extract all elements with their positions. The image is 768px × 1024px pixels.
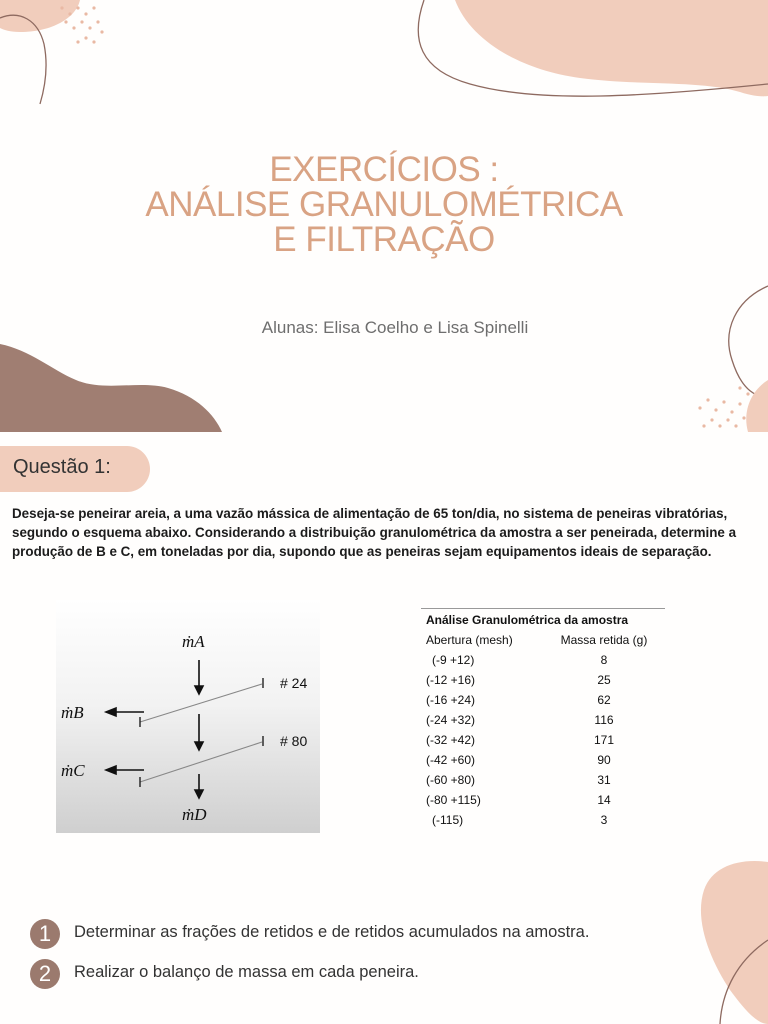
table-column-mesh xyxy=(426,630,536,830)
table-cell: (-9 +12) xyxy=(432,653,475,667)
title-line-3: E FILTRAÇÃO xyxy=(273,220,495,259)
table-cell: 8 xyxy=(600,653,608,667)
task-item: Determinar as frações de retidos e de retidos acumulados na amostra. xyxy=(74,923,590,941)
sieve-80-label: # 80 xyxy=(280,733,308,749)
title-line-1: EXERCÍCIOS : xyxy=(269,150,499,189)
sieve-diagram xyxy=(56,600,320,833)
table-header-mass: Massa retida (g) xyxy=(560,633,648,647)
table-cell: 31 xyxy=(597,773,611,787)
table-cell: 171 xyxy=(593,733,615,747)
stream-c-label: ṁC xyxy=(61,761,85,780)
stream-b-label: ṁB xyxy=(61,703,84,722)
table-cell: (-16 +24) xyxy=(426,693,476,707)
stream-d-label: ṁD xyxy=(182,805,207,824)
authors: Alunas: Elisa Coelho e Lisa Spinelli xyxy=(261,318,529,337)
table-top-rule xyxy=(421,608,665,609)
table-cell: 116 xyxy=(594,713,614,727)
table-cell: (-12 +16) xyxy=(426,673,476,687)
task-item: Realizar o balanço de massa em cada peneira. xyxy=(74,963,419,981)
table-cell: (-24 +32) xyxy=(426,713,476,727)
sieve-24-label: # 24 xyxy=(280,675,308,691)
table-cell: 3 xyxy=(600,813,608,827)
table-cell: 90 xyxy=(597,753,611,767)
task-number-badge: 1 xyxy=(30,919,60,949)
table-cell: (-115) xyxy=(432,813,464,827)
question-label: Questão 1: xyxy=(13,456,111,478)
table-cell: (-60 +80) xyxy=(426,773,476,787)
page-title xyxy=(0,152,768,257)
table-title: Análise Granulométrica da amostra xyxy=(426,613,629,627)
table-cell: 25 xyxy=(597,673,611,687)
table-cell: 62 xyxy=(597,693,611,707)
question-statement: Deseja-se peneirar areia, a uma vazão mássica de alimentação de 65 ton/dia, no sistema de peneiras vibratórias, segundo o esquema abaixo. Considerando a distribuição granulométrica da amostra a ser peneirada, determine a produção de B e C, em toneladas por dia, supondo que as peneiras sejam equipamentos ideais de separação. xyxy=(12,506,737,559)
table-cell: (-42 +60) xyxy=(426,753,476,767)
task-number-badge: 2 xyxy=(30,959,60,989)
table-column-mass xyxy=(552,630,656,830)
table-cell: (-32 +42) xyxy=(426,733,476,747)
title-line-2: ANÁLISE GRANULOMÉTRICA xyxy=(145,185,623,224)
table-cell: (-80 +115) xyxy=(426,793,481,807)
stream-a-label: ṁA xyxy=(182,632,205,651)
table-header-mesh: Abertura (mesh) xyxy=(426,633,513,647)
table-cell: 14 xyxy=(597,793,611,807)
